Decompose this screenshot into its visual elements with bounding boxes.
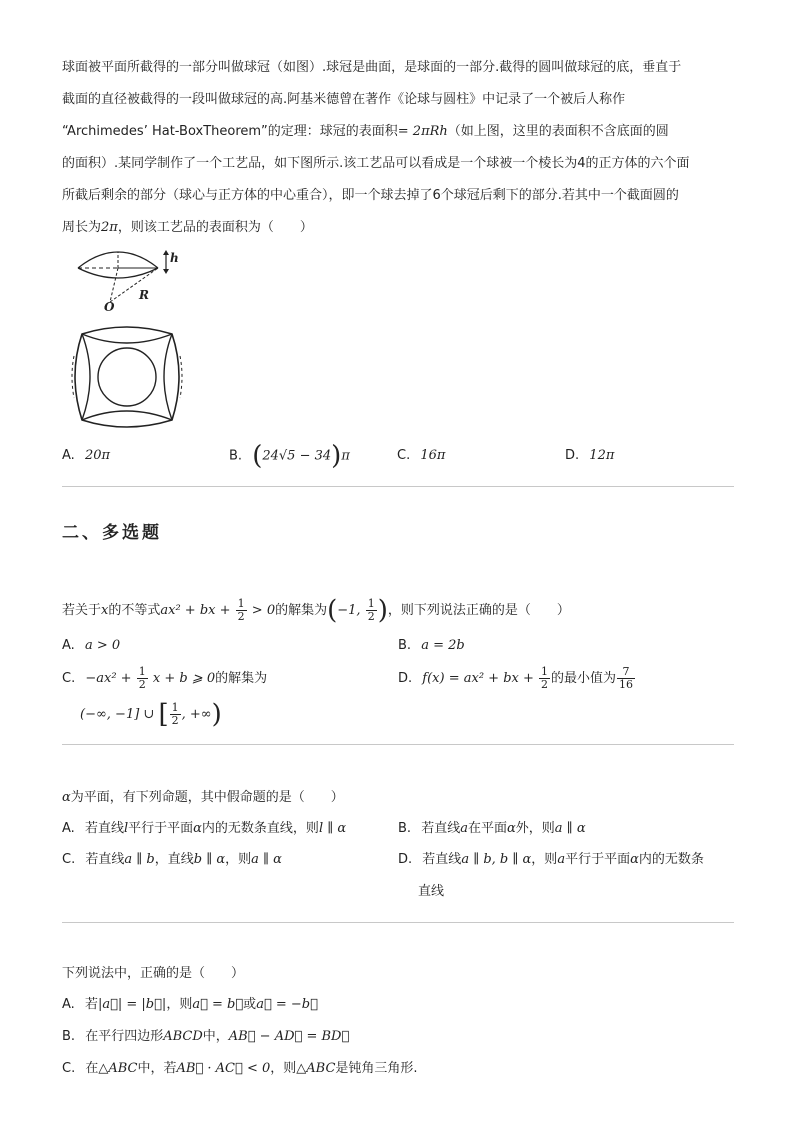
label-O: O [104, 300, 115, 314]
q1-line-4: 的面积）.某同学制作了一个工艺品，如下图所示.该工艺品可以看成是一个球被一个棱长为4的正方体的六个面 [62, 156, 690, 171]
q3-option-c[interactable]: C. 若直线a ∥ b，直线b ∥ α，则a ∥ α [62, 852, 282, 867]
q1-option-b[interactable]: B. (24√5 − 34)π [229, 441, 350, 471]
q1-line-3: “Archimedes’ Hat-BoxTheorem”的定理：球冠的表面积= 2πRh（如上图，这里的表面积不含底面的圆 [62, 124, 669, 139]
q2-stem: 若关于x的不等式ax² + bx + $\frac{1}{2}$ > 0的解集为(−1, $\frac{1}{2}$ )，则下列说法正确的是（ ） [62, 595, 570, 626]
q3-option-d-line-2: 直线 [418, 884, 445, 899]
q4-option-c[interactable]: C. 在△ABC中，若AB⃗ · AC⃗ < 0，则△ABC是钝角三角形. [62, 1061, 418, 1076]
hat-box-figure [62, 322, 192, 432]
label-R: R [139, 288, 149, 302]
q3-option-d[interactable]: D. 若直线a ∥ b, b ∥ α，则a平行于平面α内的无数条 [398, 852, 704, 867]
q1-line-5: 所截后剩余的部分（球心与正方体的中心重合），即一个球去掉了6个球冠后剩下的部分.若其中一个截面圆的 [62, 188, 679, 203]
q1-line-6: 周长为2π，则该工艺品的表面积为（ ） [62, 220, 313, 235]
q1-formula: = 2πRh [397, 124, 448, 139]
q2-option-a[interactable]: A. a > 0 [62, 638, 121, 653]
q1-option-a[interactable]: A. 20π [62, 448, 111, 463]
q3-option-a[interactable]: A. 若直线l平行于平面α内的无数条直线，则l ∥ α [62, 821, 347, 836]
q3-stem: α为平面，有下列命题，其中假命题的是（ ） [62, 790, 344, 805]
q1-line-1: 球面被平面所截得的一部分叫做球冠（如图）.球冠是曲面，是球面的一部分.截得的圆叫做球冠的底，垂直于 [62, 60, 682, 75]
q2-option-c-line-2: (−∞, −1] ∪ [ $\frac{1}{2}$ , +∞) [80, 699, 222, 730]
divider-1 [62, 486, 734, 487]
q1-option-c[interactable]: C. 16π [397, 448, 446, 463]
q1-stem [62, 52, 734, 244]
q2-option-c[interactable]: C. −ax² + $\frac{1}{2}$ x + b ⩾ 0的解集为 [62, 665, 268, 691]
divider-3 [62, 922, 734, 923]
q4-stem: 下列说法中，正确的是（ ） [62, 966, 245, 981]
q1-option-d[interactable]: D. 12π [565, 448, 615, 463]
q4-option-b[interactable]: B. 在平行四边形ABCD中，AB⃗ − AD⃗ = BD⃗ [62, 1029, 350, 1044]
q3-option-b[interactable]: B. 若直线a在平面α外，则a ∥ α [398, 821, 586, 836]
q1-line-2: 截面的直径被截得的一段叫做球冠的高.阿基米德曾在著作《论球与圆柱》中记录了一个被后人称作 [62, 92, 626, 107]
label-h: h [170, 251, 179, 265]
q2-option-b[interactable]: B. a = 2b [398, 638, 465, 653]
q4-option-a[interactable]: A. 若|a⃗| = |b⃗|，则a⃗ = b⃗或a⃗ = −b⃗ [62, 997, 318, 1012]
divider-2 [62, 744, 734, 745]
section-title: 二、多选题 [62, 523, 162, 543]
q2-option-d[interactable]: D. f(x) = ax² + bx + $\frac{1}{2}$ 的最小值为 $\frac{7}{16}$ [398, 665, 634, 691]
